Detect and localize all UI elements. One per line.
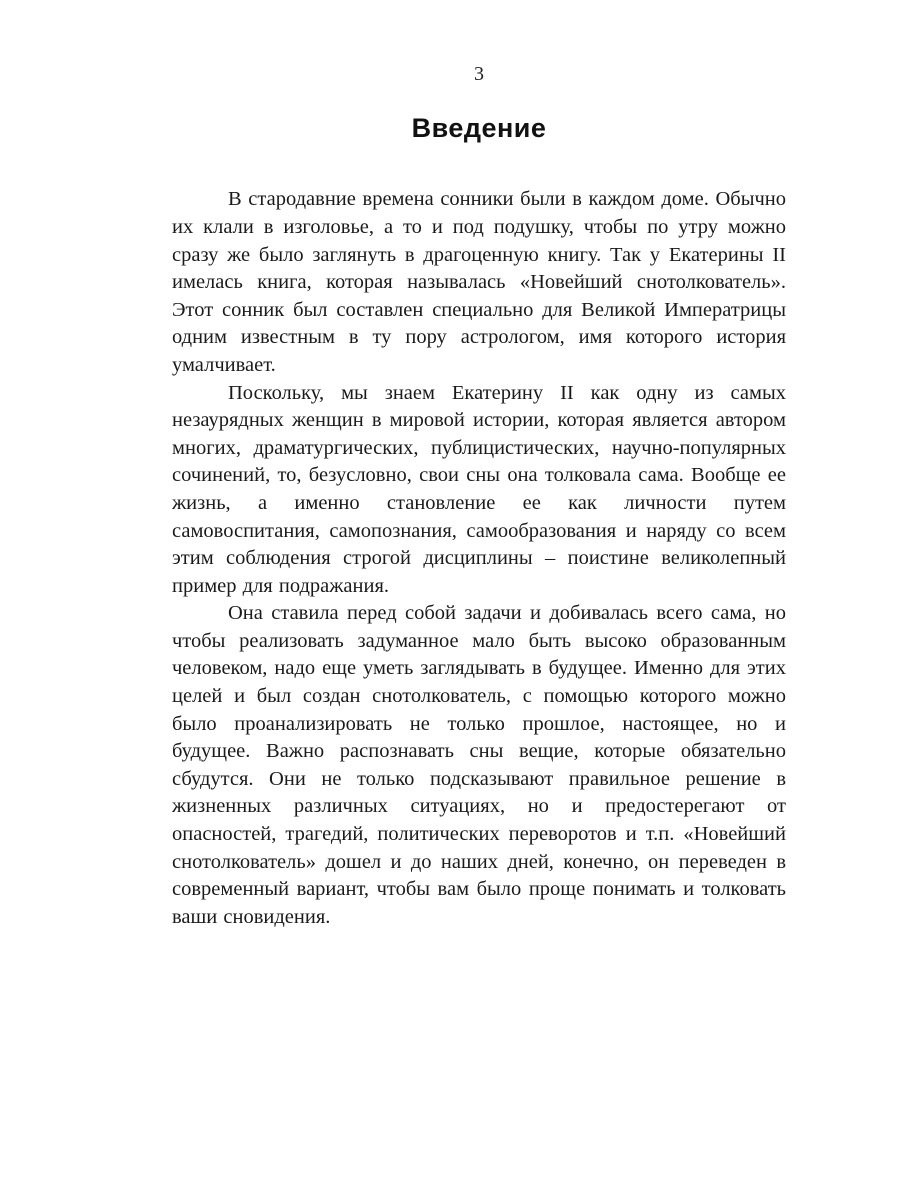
paragraph-2: Поскольку, мы знаем Екатерину II как одну из самых незаурядных женщин в мировой истории, которая является автором многих, драматургических, публицистических, научно-популярных сочинений, то, безусловно, свои сны она толковала сама. Вообще ее жизнь, а именно становление ее как личности путем самовоспитания, самопознания, самообразования и наряду со всем этим соблюдения строгой дисциплины – поистине великолепный пример для подражания. [172,381,786,597]
page-number: 3 [474,63,484,85]
paragraph-3: Она ставила перед собой задачи и добивалась всего сама, но чтобы реализовать задуманное мало быть высоко образованным человеком, надо еще уметь заглядывать в будущее. Именно для этих целей и был создан снотолкователь, с помощью которого можно было проанализировать не только прошлое, настоящее, но и будущее. Важно распознавать сны вещие, которые обязательно сбудутся. Они не только подсказывают правильное решение в жизненных различных ситуациях, но и предостерегают от опасностей, трагедий, политических переворотов и т.п. «Новейший снотолкователь» дошел и до наших дней, конечно, он переведен в современный вариант, чтобы вам было проще понимать и толковать ваши сновидения. [172,602,786,928]
chapter-title: Введение [411,113,547,143]
body-text [172,186,786,931]
paragraph-1: В стародавние времена сонники были в каждом доме. Обычно их клали в изголовье, а то и под подушку, чтобы по утру можно сразу же было заглянуть в драгоценную книгу. Так у Екатерины II имелась книга, которая называлась «Новейший снотолкователь». Этот сонник был составлен специально для Великой Императрицы одним известным в ту пору астрологом, имя которого история умалчивает. [172,188,786,376]
